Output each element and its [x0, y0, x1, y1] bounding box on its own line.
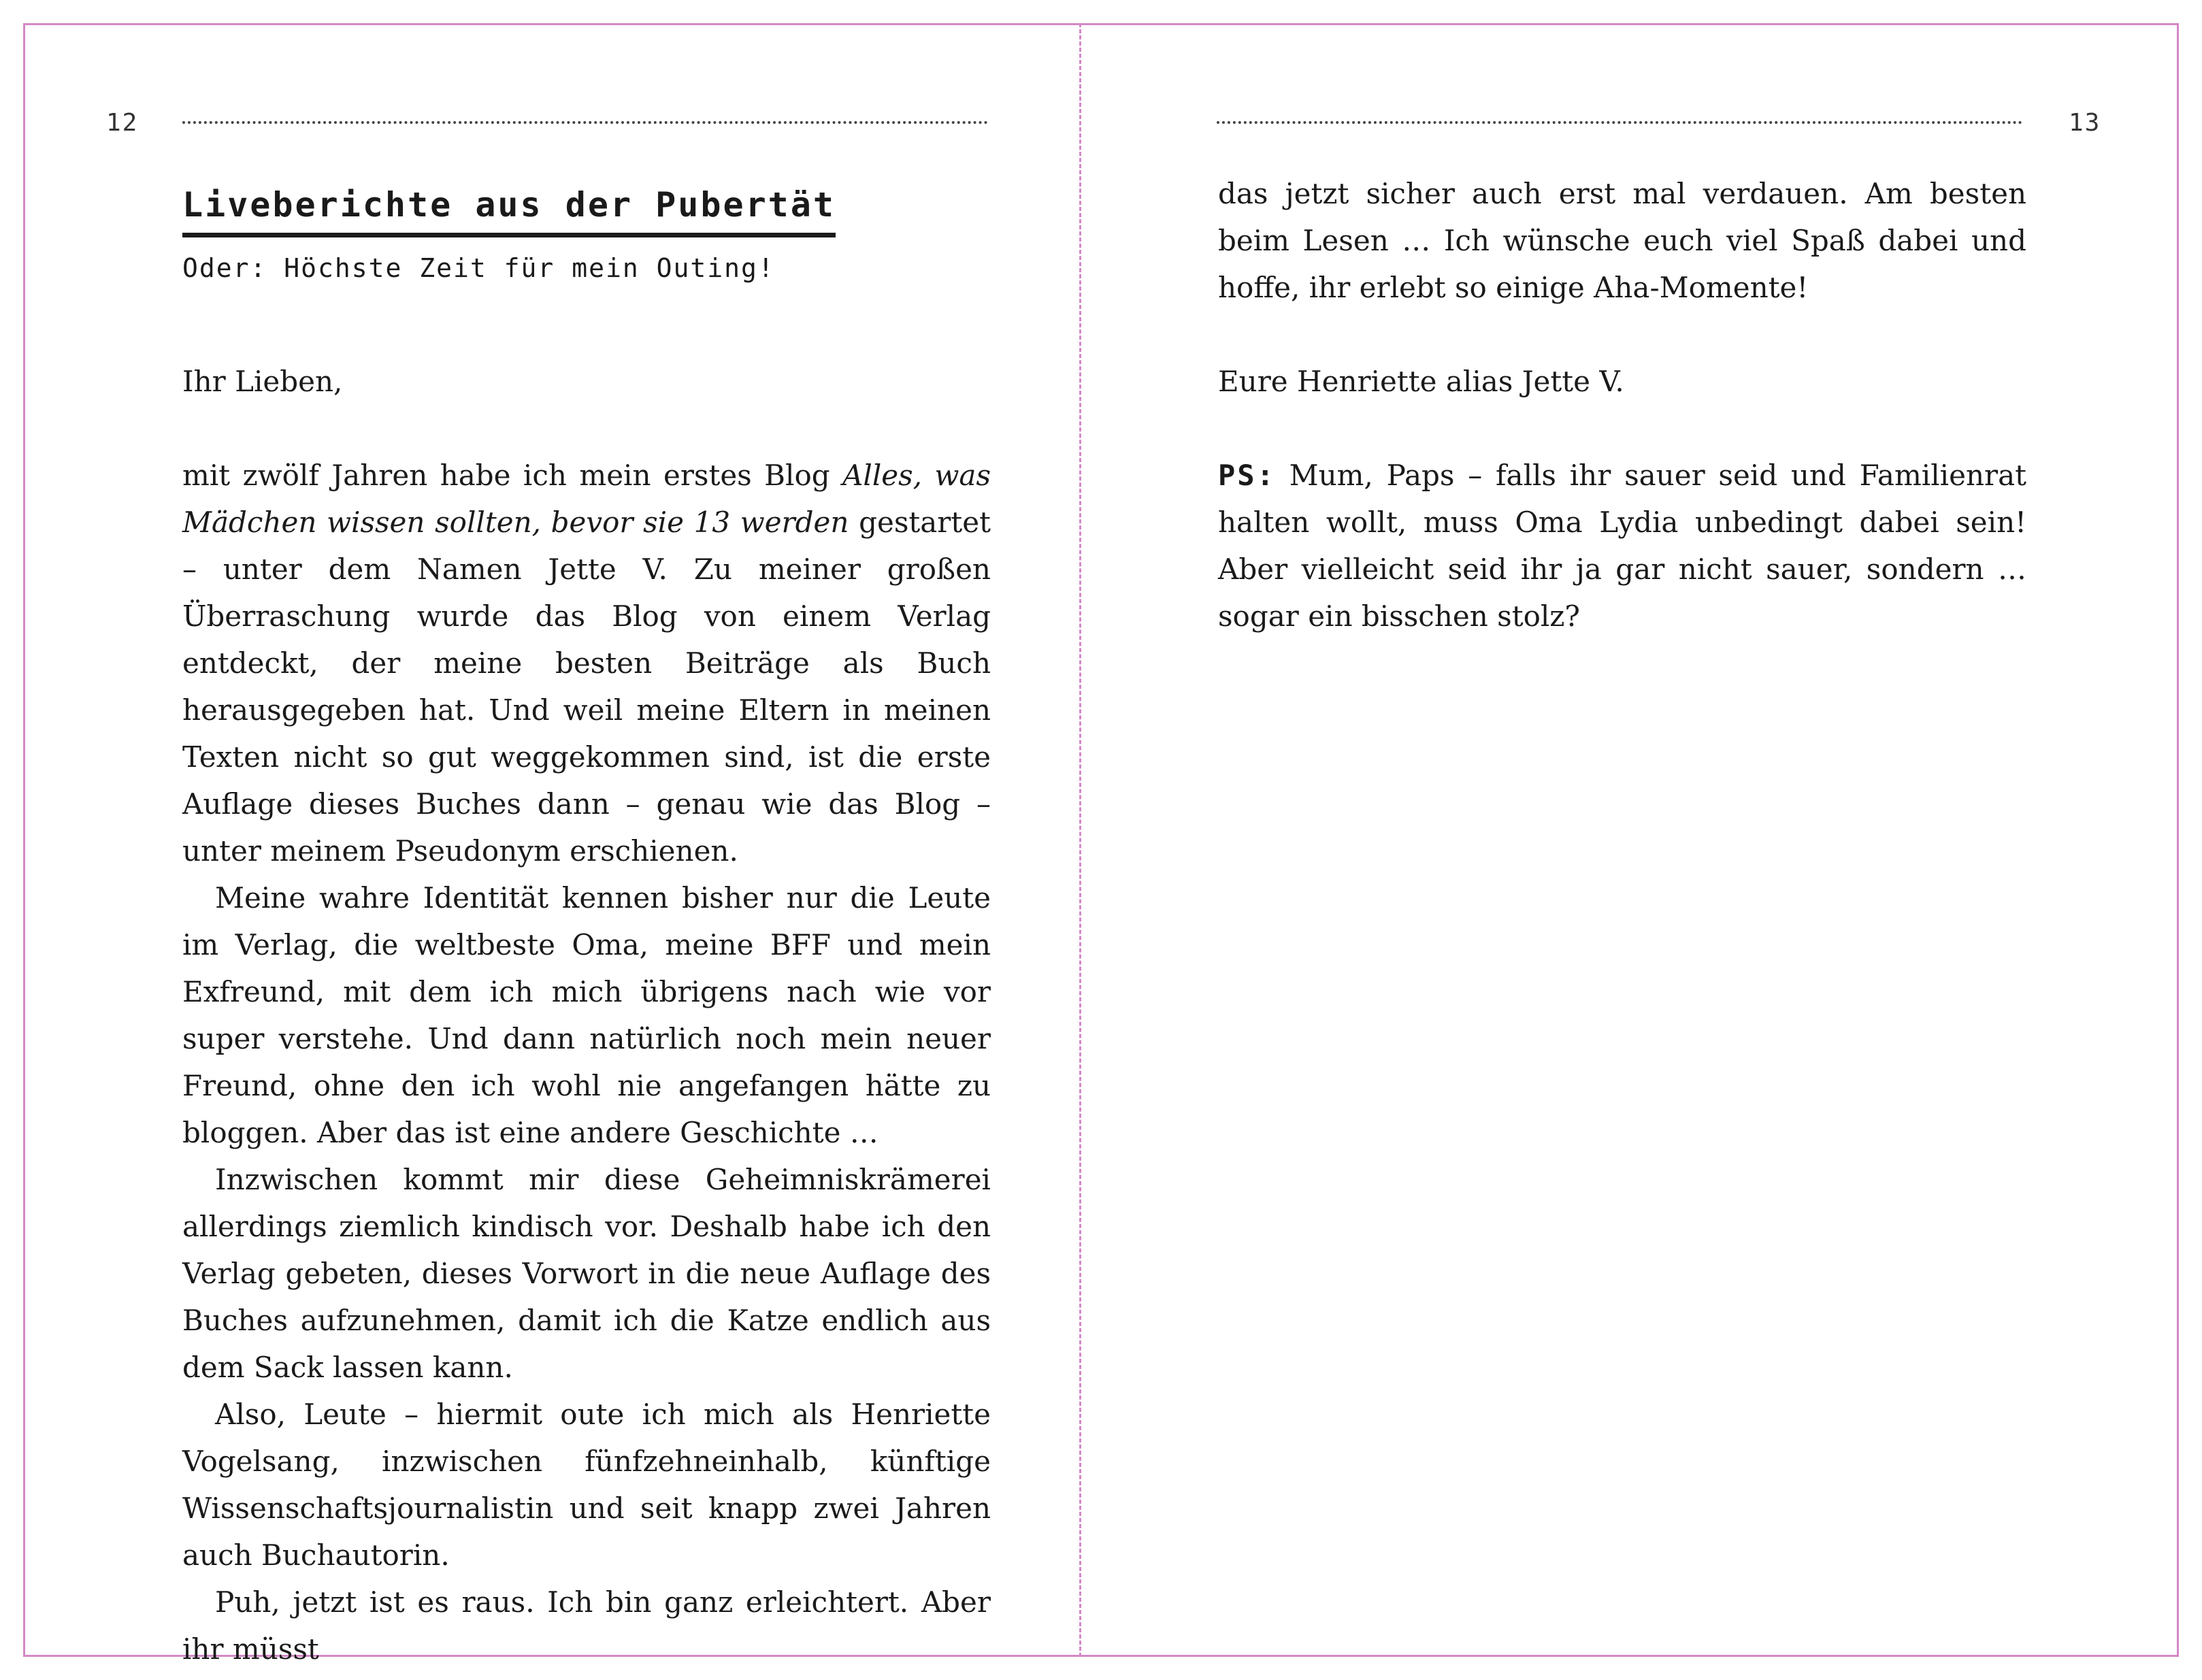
salutation: Ihr Lieben, — [182, 365, 343, 398]
left-page-number: 12 — [106, 109, 139, 137]
right-page-number: 13 — [2069, 109, 2101, 137]
body-paragraph-4: Also, Leute – hiermit oute ich mich als Henriette Vogelsang, inzwischen fünfzehneinhalb, künftige Wissenschaftsjournalistin und seit knapp zwei Jahren auch Buchautorin. — [182, 1398, 991, 1572]
paragraph-1-text-a: mit zwölf Jahren habe ich mein erstes Blog — [182, 459, 843, 492]
body-paragraph-1 — [182, 452, 991, 874]
signature: Eure Henriette alias Jette V. — [1218, 365, 1624, 398]
body-paragraph-5: Puh, jetzt ist es raus. Ich bin ganz erleichtert. Aber ihr müsst — [182, 1585, 991, 1666]
body-paragraph-2: Meine wahre Identität kennen bisher nur die Leute im Verlag, die weltbeste Oma, meine BFF und mein Exfreund, mit dem ich mich übrigens nach wie vor super verstehe. Und dann natürlich noch mein neuer Freund, ohne den ich wohl nie angefangen hätte zu bloggen. Aber das ist eine andere Geschichte … — [182, 881, 991, 1149]
chapter-heading: Liveberichte aus der Pubertät — [182, 185, 836, 237]
postscript — [1218, 452, 2026, 640]
left-page-body — [182, 358, 991, 1673]
ps-text: Mum, Paps – falls ihr sauer seid und Familienrat halten wollt, muss Oma Lydia unbedingt dabei sein! Aber vielleicht seid ihr ja gar nicht sauer, sondern … sogar ein bisschen stolz? — [1218, 459, 2026, 633]
right-header-rule — [1217, 121, 2022, 124]
paragraph-gap — [1218, 311, 2026, 358]
blog-title: Alles, was Mädchen wissen sollten, bevor sie 13 werden — [182, 459, 991, 539]
paragraph-1-text-b: gestartet – unter dem Namen Jette V. Zu meiner großen Überraschung wurde das Blog von einem Verlag entdeckt, der meine besten Beiträge als Buch herausgegeben hat. Und weil meine Eltern in meinen Texten nicht so gut weggekommen sind, ist die erste Auflage dieses Buches dann – genau wie das Blog – unter meinem Pseudonym erschienen. — [182, 506, 991, 868]
paragraph-gap — [182, 405, 991, 452]
page-gutter-divider — [1079, 23, 1081, 1657]
ps-label: PS: — [1218, 459, 1276, 492]
right-page-body — [1218, 170, 2026, 640]
left-header-rule — [182, 121, 988, 124]
paragraph-gap — [1218, 405, 2026, 452]
body-paragraph-3: Inzwischen kommt mir diese Geheimniskrämerei allerdings ziemlich kindisch vor. Deshalb habe ich den Verlag gebeten, dieses Vorwort in die neue Auflage des Buches aufzunehmen, damit ich die Katze endlich aus dem Sack lassen kann. — [182, 1163, 991, 1384]
continued-paragraph: das jetzt sicher auch erst mal verdauen. Am besten beim Lesen … Ich wünsche euch viel Spaß dabei und hoffe, ihr erlebt so einige Aha-Momente! — [1218, 177, 2026, 304]
chapter-subheading: Oder: Höchste Zeit für mein Outing! — [182, 253, 775, 283]
